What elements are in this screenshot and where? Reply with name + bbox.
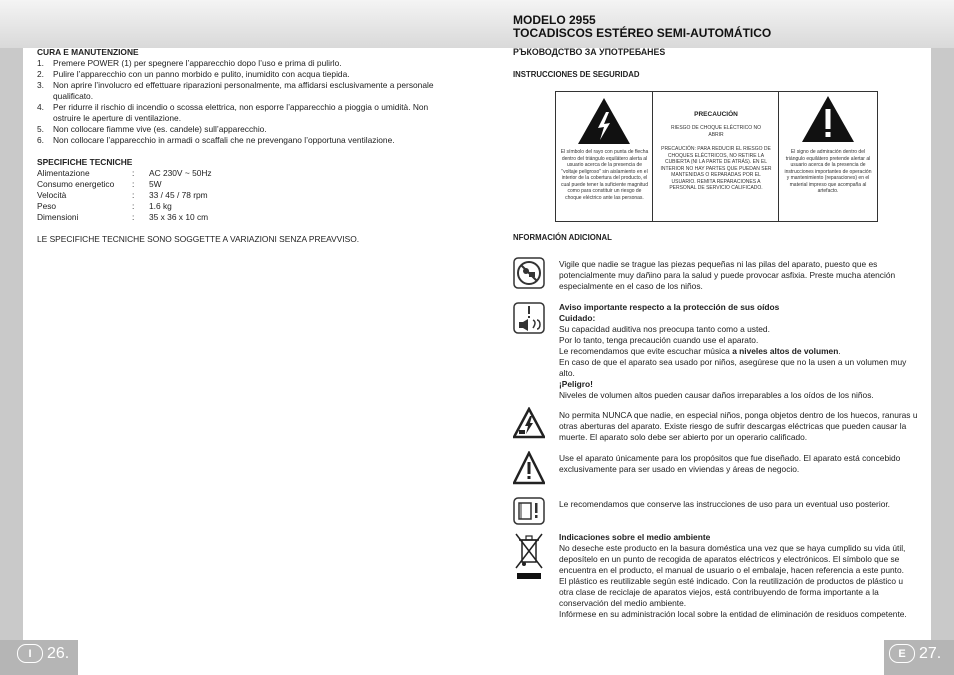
caution-cell — [653, 92, 779, 221]
list-item: 6. Non collocare l’apparecchio in armadi o scaffali che ne prevengano l’opportuna ventilazione. — [37, 135, 395, 145]
environment-paragraph: El plástico es reutilizable según esté indicado. Con la reutilización de productos de plástico u otra clase de reciclaje de aparatos viejos, está contribuyendo de forma importante a la conservación del medio ambiente. — [559, 576, 904, 608]
specs-heading: SPECIFICHE TECNICHE — [37, 157, 133, 167]
openings-text: No permita NUNCA que nadie, en especial niños, ponga objetos dentro de los huecos, ranuras u otras aberturas del aparato. Existe riesgo de sufrir descargas eléctricas que pueden causar la muerte. El aparato solo debe ser abierto por un operario calificado. — [559, 410, 918, 442]
list-item: 1. Premere POWER (1) per spegnere l’apparecchio dopo l’uso e prima di pulirlo. — [37, 58, 342, 68]
keep-manual-text: Le recomendamos que conserve las instrucciones de uso para un eventual uso posterior. — [559, 499, 891, 509]
caution-title: PRECAUCIÓN — [694, 111, 738, 118]
hearing-block — [559, 302, 919, 401]
lightning-text: El símbolo del rayo con punta de flecha dentro del triángulo equilátero alerta al usuario acerca de la presencia de "voltaje peligroso" sin aislamiento en el interior de la cobertura del producto, el cual puede tener la suficiente magnitud como para constituir un riesgo de choque eléctrico ante las personas. — [560, 149, 649, 201]
list-item: 2. Pulire l’apparecchio con un panno morbido e pulito, inumidito con acqua tiepida. — [37, 69, 350, 79]
lightning-cell — [556, 92, 653, 221]
electric-shock-icon — [513, 407, 545, 439]
exclamation-cell — [779, 92, 877, 221]
top-bar — [0, 0, 954, 48]
language-badge-italian: I — [17, 644, 43, 663]
list-item: 3. Non aprire l’involucro ed effettuare riparazioni personalmente, ma affidarsi esclusivamente a personale qualificato. — [37, 80, 434, 101]
caution-subtitle: RIESGO DE CHOQUE ELÉCTRICO NO ABRIR — [670, 125, 761, 138]
hearing-line: Le recomendamos que evite escuchar música a niveles altos de volumen. — [559, 346, 841, 356]
specs-table: Alimentazione : AC 230V ~ 50Hz Consumo energetico : 5W Velocità : 33 / 45 / 78 rpm Peso : 1.6 kg Dimensioni : 35 x 36 x 10 cm — [37, 168, 212, 222]
right-margin-bar — [931, 48, 954, 640]
exclamation-warning-icon — [800, 94, 856, 144]
hearing-line: Niveles de volumen altos pueden causar daños irreparables a los oídos de los niños. — [559, 390, 874, 400]
language-badge-spanish: E — [889, 644, 915, 663]
hearing-line: Por lo tanto, tenga precaución cuando use el aparato. — [559, 335, 759, 345]
manual-heading: РЪКОВОДСТВО ЗА УПОТРЕБАНЕS — [513, 47, 666, 57]
left-page-content — [37, 47, 457, 245]
environment-paragraph: Infórmese en su administración local sobre la entidad de eliminación de residuos competente. — [559, 609, 907, 619]
hearing-line: En caso de que el aparato sea usado por niños, asegúrese que no la usen a un volumen muy alto. — [559, 357, 907, 378]
specs-note: LE SPECIFICHE TECNICHE SONO SOGGETTE A VARIAZIONI SENZA PREAVVISO. — [37, 234, 360, 244]
care-heading: CURA E MANUTENZIONE — [37, 47, 139, 57]
care-list — [37, 58, 457, 146]
environment-paragraph: No deseche este producto en la basura doméstica una vez que se haya cumplido su vida útil, deposítelo en un punto de recogida de aparatos eléctricos y electrónicos. El símbolo que se encuentra en el producto, el manual de usuario o el embalaje, hacen referencia a este punto. — [559, 543, 906, 575]
hearing-line: Su capacidad auditiva nos preocupa tanto como a usted. — [559, 324, 770, 334]
danger-label: ¡Peligro! — [559, 379, 593, 389]
page-title: MODELO 2955 TOCADISCOS ESTÉREO SEMI-AUTOMÁTICO — [513, 13, 772, 40]
environment-block — [559, 532, 919, 620]
info-heading: NFORMACIÓN ADICIONAL — [513, 233, 612, 242]
safety-heading: INSTRUCCIONES DE SEGURIDAD — [513, 70, 640, 79]
page-number-27: 27. — [919, 644, 942, 662]
environment-heading: Indicaciones sobre el medio ambiente — [559, 532, 711, 542]
safety-warning-box — [555, 91, 878, 222]
page-number-26: 26. — [47, 644, 70, 662]
right-page-number — [889, 644, 941, 663]
hearing-heading: Aviso importante respecto a la protección de sus oídos — [559, 302, 780, 312]
intended-use-text: Use el aparato únicamente para los propósitos que fue diseñado. El aparato está concebido exclusivamente para ser usado en viviendas y áreas de negocio. — [559, 453, 901, 474]
choking-hazard-icon — [513, 257, 545, 289]
caution-label: Cuidado: — [559, 313, 596, 323]
lightning-warning-icon — [576, 96, 632, 146]
list-item: 4. Per ridurre il rischio di incendio o scossa elettrica, non esporre l’apparecchio a pioggia o umidità. Non ostruire le aperture di ventilazione. — [37, 102, 429, 123]
left-page-number — [17, 644, 69, 663]
caution-text: PRECAUCIÓN: PARA REDUCIR EL RIESGO DE CHOQUES ELÉCTRICOS, NO RETIRE LA CUBIERTA (NI LA PARTE DE ATRÁS). EN EL INTERIOR NO HAY PARTES QUE PUEDAN SER MANTENIDAS O REPARADAS POR EL USUARIO. REMITA REPARACIONES A PERSONAL DE SERVICIO CALIFICADO. — [660, 146, 772, 191]
manual-keep-icon — [513, 497, 545, 525]
list-item: 5. Non collocare fiamme vive (es. candele) sull’apparecchio. — [37, 124, 267, 134]
recycle-bin-icon — [513, 531, 545, 583]
general-warning-icon — [513, 451, 545, 485]
left-margin-bar — [0, 48, 23, 640]
small-parts-text: Vigile que nadie se trague las piezas pequeñas ni las pilas del aparato, puesto que es potencialmente muy dañino para la salud y puede provocar asfixia. Preste mucha atención especialmente en el caso de los niños. — [559, 259, 896, 291]
exclamation-text: El signo de admiración dentro del triángulo equilátero pretende alertar al usuario acerca de la presencia de instrucciones importantes de operación y mantenimiento (reparaciones) en el material impreso que acompaña al artefacto. — [784, 149, 872, 194]
hearing-warning-icon — [513, 302, 545, 334]
